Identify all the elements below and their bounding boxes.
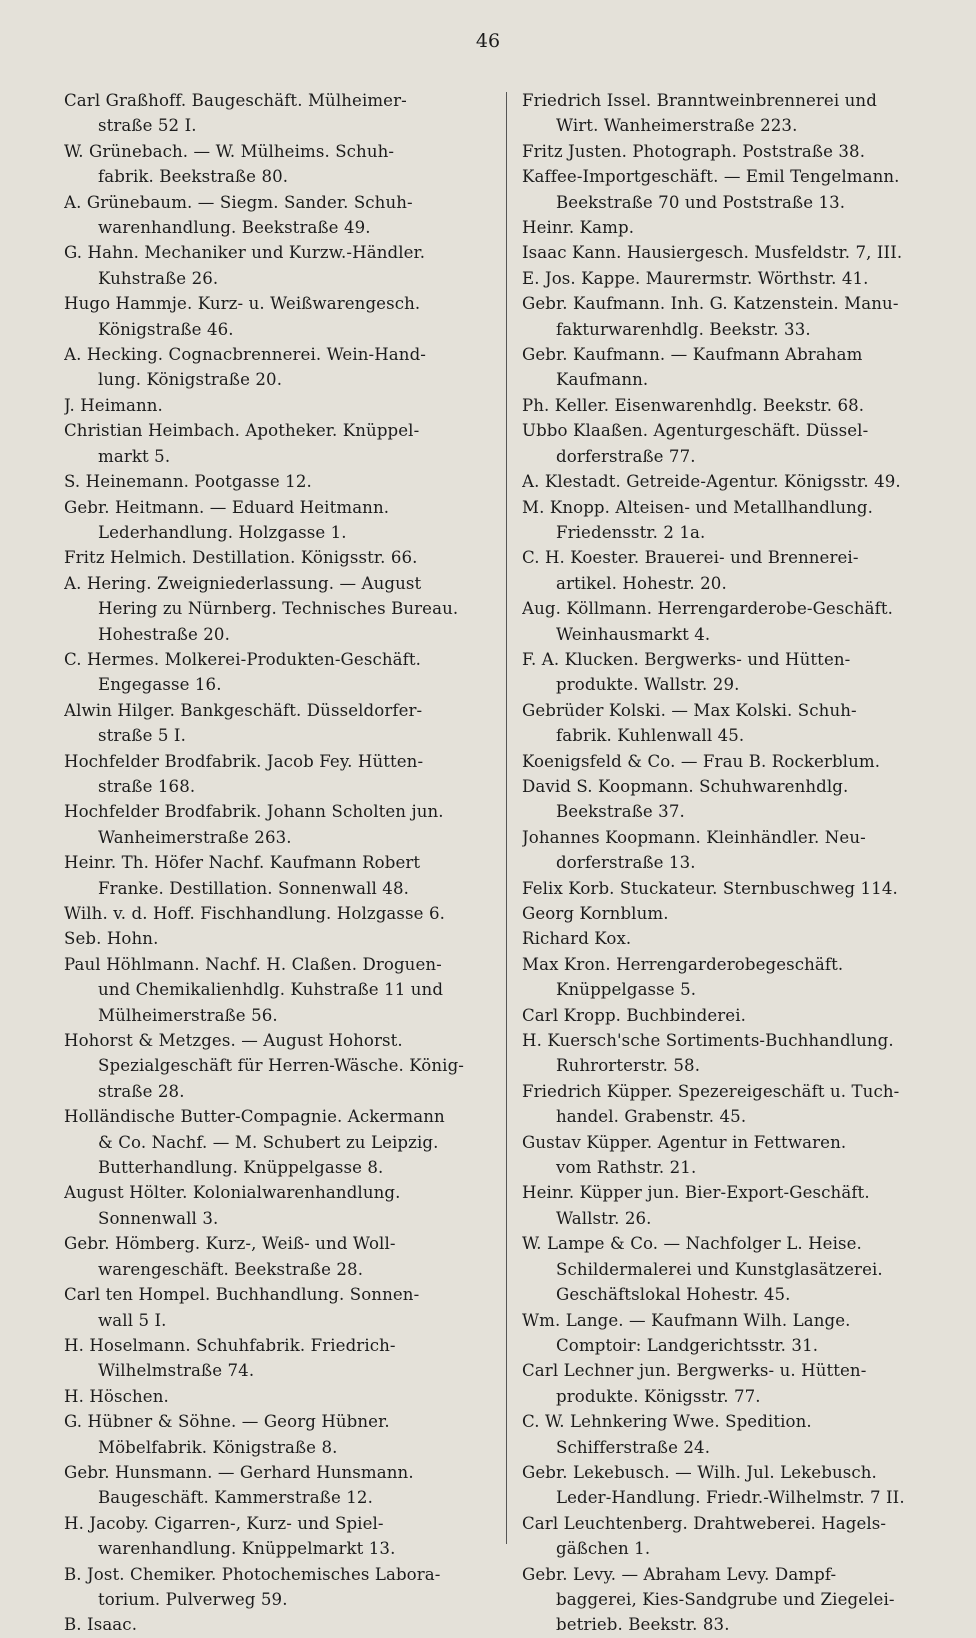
entry-line: H. Kuersch'sche Sortiments-Buchhandlung.: [522, 1031, 894, 1051]
directory-entry: [64, 749, 500, 800]
entry-line: C. W. Lehnkering Wwe. Spedition.: [522, 1412, 812, 1432]
entry-line: Paul Höhlmann. Nachf. H. Claßen. Droguen-: [64, 954, 442, 974]
entry-continuation-line: Butterhandlung. Knüppelgasse 8.: [98, 1158, 384, 1178]
entry-continuation-line: fakturwarenhdlg. Beekstr. 33.: [556, 319, 811, 339]
entry-line: Friedrich Issel. Branntweinbrennerei und: [522, 91, 877, 110]
directory-entry: [64, 1231, 500, 1282]
directory-entry: [64, 418, 500, 469]
directory-entry: [64, 799, 500, 850]
entry-line: Gustav Küpper. Agentur in Fettwaren.: [522, 1132, 847, 1152]
directory-entry: [64, 1282, 500, 1333]
directory-entry: [64, 1333, 500, 1384]
directory-entry: [522, 952, 962, 1003]
entry-line: David S. Koopmann. Schuhwarenhdlg.: [522, 776, 849, 796]
entry-line: Fritz Helmich. Destillation. Königsstr. 66.: [64, 548, 418, 568]
entry-continuation-line: Spezialgeschäft für Herren-Wäsche. König-: [98, 1056, 465, 1076]
directory-entry: [64, 647, 500, 698]
entry-line: Carl Kropp. Buchbinderei.: [522, 1005, 746, 1025]
entry-line: J. Heimann.: [64, 395, 163, 415]
entry-line: F. A. Klucken. Bergwerks- und Hütten-: [522, 649, 851, 669]
entry-line: Alwin Hilger. Bankgeschäft. Düsseldorfer-: [64, 700, 423, 720]
entry-continuation-line: Comptoir: Landgerichtsstr. 31.: [556, 1335, 819, 1355]
entry-line: B. Isaac.: [64, 1615, 138, 1635]
entry-line: Holländische Butter-Compagnie. Ackermann: [64, 1107, 445, 1127]
entry-continuation-line: Beekstraße 70 und Poststraße 13.: [556, 192, 846, 212]
entry-line: Kaffee-Importgeschäft. — Emil Tengelmann.: [522, 167, 900, 187]
directory-entry: [522, 876, 962, 901]
entry-line: Gebr. Kaufmann. — Kaufmann Abraham: [522, 345, 863, 365]
entry-continuation-line: Hohestraße 20.: [98, 624, 230, 644]
entry-continuation-line: straße 168.: [98, 776, 196, 796]
directory-entry: [522, 1409, 962, 1460]
entry-line: Wm. Lange. — Kaufmann Wilh. Lange.: [522, 1310, 851, 1330]
entry-continuation-line: Knüppelgasse 5.: [556, 980, 697, 1000]
entry-continuation-line: warenhandlung. Beekstraße 49.: [98, 218, 371, 238]
page-number: 46: [475, 30, 501, 52]
entry-continuation-line: Hering zu Nürnberg. Technisches Bureau.: [98, 599, 459, 619]
entry-continuation-line: handel. Grabenstr. 45.: [556, 1107, 747, 1127]
directory-entry: [64, 88, 500, 139]
directory-entry: [522, 495, 962, 546]
directory-entry: [64, 240, 500, 291]
left-column: [64, 88, 500, 1638]
entry-continuation-line: Mülheimerstraße 56.: [98, 1005, 278, 1025]
entry-line: Ubbo Klaaßen. Agenturgeschäft. Düssel-: [522, 421, 869, 441]
directory-entry: [64, 571, 500, 647]
entry-line: B. Jost. Chemiker. Photochemisches Labora-: [64, 1564, 441, 1584]
directory-entry: [64, 1409, 500, 1460]
entry-line: W. Grünebach. — W. Mülheims. Schuh-: [64, 141, 395, 161]
directory-entry: [64, 469, 500, 494]
entry-continuation-line: vom Rathstr. 21.: [556, 1158, 697, 1178]
entry-line: Friedrich Küpper. Spezereigeschäft u. Tuch-: [522, 1081, 900, 1101]
entry-continuation-line: torium. Pulverweg 59.: [98, 1589, 288, 1609]
directory-entry: [522, 1079, 962, 1130]
directory-entry: [64, 952, 500, 1028]
directory-entry: [64, 545, 500, 570]
directory-entry: [64, 850, 500, 901]
entry-continuation-line: & Co. Nachf. — M. Schubert zu Leipzig.: [98, 1132, 439, 1152]
entry-line: Heinr. Kamp.: [522, 218, 635, 238]
directory-entry: [522, 1130, 962, 1181]
entry-continuation-line: und Chemikalienhdlg. Kuhstraße 11 und: [98, 980, 444, 1000]
entry-continuation-line: Schifferstraße 24.: [556, 1437, 711, 1457]
entry-line: Hugo Hammje. Kurz- u. Weißwarengesch.: [64, 294, 421, 314]
directory-entry: [64, 139, 500, 190]
directory-entry: [522, 342, 962, 393]
entry-line: H. Höschen.: [64, 1386, 169, 1406]
directory-entry: [522, 901, 962, 926]
directory-entry: [522, 1231, 962, 1307]
entry-line: A. Hering. Zweigniederlassung. — August: [64, 573, 422, 593]
entry-line: E. Jos. Kappe. Maurermstr. Wörthstr. 41.: [522, 268, 869, 288]
entry-line: H. Jacoby. Cigarren-, Kurz- und Spiel-: [64, 1513, 384, 1533]
directory-entry: [64, 495, 500, 546]
entry-line: Richard Kox.: [522, 929, 632, 949]
entry-continuation-line: Leder-Handlung. Friedr.-Wilhelmstr. 7 II.: [556, 1488, 905, 1508]
entry-continuation-line: Wilhelmstraße 74.: [98, 1361, 255, 1381]
entry-line: Ph. Keller. Eisenwarenhdlg. Beekstr. 68.: [522, 395, 865, 415]
entry-line: Max Kron. Herrengarderobegeschäft.: [522, 954, 844, 974]
entry-line: A. Grünebaum. — Siegm. Sander. Schuh-: [64, 192, 413, 212]
directory-entry: [522, 1308, 962, 1359]
entry-line: Felix Korb. Stuckateur. Sternbuschweg 114.: [522, 878, 898, 898]
directory-entry: [64, 1612, 500, 1637]
entry-line: Gebr. Levy. — Abraham Levy. Dampf-: [522, 1564, 837, 1584]
directory-entry: [522, 139, 962, 164]
entry-line: Hochfelder Brodfabrik. Jacob Fey. Hütten-: [64, 751, 424, 771]
directory-entry: [522, 266, 962, 291]
entry-continuation-line: straße 28.: [98, 1081, 185, 1101]
entry-continuation-line: artikel. Hohestr. 20.: [556, 573, 727, 593]
entry-continuation-line: markt 5.: [98, 446, 171, 466]
entry-line: Hochfelder Brodfabrik. Johann Scholten jun.: [64, 802, 444, 822]
entry-line: Seb. Hohn.: [64, 929, 159, 949]
directory-entry: [64, 1180, 500, 1231]
entry-continuation-line: Geschäftslokal Hohestr. 45.: [556, 1285, 791, 1305]
column-divider: [506, 92, 507, 1544]
entry-continuation-line: produkte. Wallstr. 29.: [556, 675, 740, 695]
entry-continuation-line: warengeschäft. Beekstraße 28.: [98, 1259, 364, 1279]
entry-line: Carl ten Hompel. Buchhandlung. Sonnen-: [64, 1285, 420, 1305]
directory-entry: [522, 1562, 962, 1638]
directory-entry: [522, 1180, 962, 1231]
entry-continuation-line: dorferstraße 13.: [556, 853, 696, 873]
entry-line: Johannes Koopmann. Kleinhändler. Neu-: [522, 827, 866, 847]
entry-line: C. Hermes. Molkerei-Produkten-Geschäft.: [64, 649, 422, 669]
directory-entry: [64, 698, 500, 749]
entry-continuation-line: Ruhrorterstr. 58.: [556, 1056, 701, 1076]
entry-line: G. Hübner & Söhne. — Georg Hübner.: [64, 1412, 390, 1432]
entry-continuation-line: wall 5 I.: [98, 1310, 167, 1330]
directory-entry: [64, 901, 500, 926]
directory-entry: [64, 1028, 500, 1104]
directory-entry: [522, 240, 962, 265]
entry-line: Aug. Köllmann. Herrengarderobe-Geschäft.: [522, 599, 894, 619]
directory-entry: [64, 1460, 500, 1511]
entry-continuation-line: Baugeschäft. Kammerstraße 12.: [98, 1488, 373, 1508]
entry-line: Gebr. Heitmann. — Eduard Heitmann.: [64, 497, 390, 517]
directory-entry: [64, 1511, 500, 1562]
entry-continuation-line: straße 52 I.: [98, 116, 197, 136]
entry-continuation-line: Engegasse 16.: [98, 675, 222, 695]
entry-line: Hohorst & Metzges. — August Hohorst.: [64, 1031, 403, 1051]
entry-line: G. Hahn. Mechaniker und Kurzw.-Händler.: [64, 243, 426, 263]
entry-line: Gebr. Hömberg. Kurz-, Weiß- und Woll-: [64, 1234, 396, 1254]
entry-line: Christian Heimbach. Apotheker. Knüppel-: [64, 421, 420, 441]
directory-entry: [522, 1028, 962, 1079]
entry-continuation-line: warenhandlung. Knüppelmarkt 13.: [98, 1539, 396, 1559]
entry-line: S. Heinemann. Pootgasse 12.: [64, 472, 312, 492]
entry-continuation-line: produkte. Königsstr. 77.: [556, 1386, 761, 1406]
directory-entry: [522, 1003, 962, 1028]
entry-line: Carl Graßhoff. Baugeschäft. Mülheimer-: [64, 91, 407, 110]
entry-line: Gebr. Lekebusch. — Wilh. Jul. Lekebusch.: [522, 1462, 877, 1482]
entry-continuation-line: Kuhstraße 26.: [98, 268, 219, 288]
entry-line: H. Hoselmann. Schuhfabrik. Friedrich-: [64, 1335, 396, 1355]
entry-line: Isaac Kann. Hausiergesch. Musfeldstr. 7, III.: [522, 243, 903, 263]
directory-entry: [64, 926, 500, 951]
directory-entry: [64, 1562, 500, 1613]
entry-continuation-line: Wallstr. 26.: [556, 1208, 652, 1228]
entry-line: August Hölter. Kolonialwarenhandlung.: [64, 1183, 401, 1203]
directory-entry: [522, 774, 962, 825]
entry-line: Heinr. Küpper jun. Bier-Export-Geschäft.: [522, 1183, 870, 1203]
directory-entry: [64, 291, 500, 342]
entry-line: Gebr. Kaufmann. Inh. G. Katzenstein. Manu-: [522, 294, 899, 314]
entry-continuation-line: straße 5 I.: [98, 726, 186, 746]
directory-entry: [522, 1358, 962, 1409]
directory-entry: [522, 596, 962, 647]
entry-continuation-line: Wirt. Wanheimerstraße 223.: [556, 116, 798, 136]
entry-line: Georg Kornblum.: [522, 904, 669, 923]
entry-line: A. Klestadt. Getreide-Agentur. Königsstr. 49.: [522, 472, 901, 492]
entry-continuation-line: Schildermalerei und Kunstglasätzerei.: [556, 1259, 883, 1279]
entry-line: Koenigsfeld & Co. — Frau B. Rockerblum.: [522, 751, 881, 771]
entry-line: Gebr. Hunsmann. — Gerhard Hunsmann.: [64, 1462, 414, 1482]
directory-entry: [522, 469, 962, 494]
entry-line: Carl Leuchtenberg. Drahtweberei. Hagels-: [522, 1513, 887, 1533]
entry-continuation-line: Friedensstr. 2 1a.: [556, 522, 706, 542]
directory-entry: [522, 1460, 962, 1511]
entry-line: Heinr. Th. Höfer Nachf. Kaufmann Robert: [64, 853, 421, 873]
directory-entry: [64, 1104, 500, 1180]
directory-entry: [522, 164, 962, 215]
entry-line: Fritz Justen. Photograph. Poststraße 38.: [522, 141, 866, 161]
directory-entry: [522, 418, 962, 469]
entry-line: A. Hecking. Cognacbrennerei. Wein-Hand-: [64, 345, 427, 365]
directory-entry: [64, 1384, 500, 1409]
entry-continuation-line: Lederhandlung. Holzgasse 1.: [98, 522, 347, 542]
directory-entry: [522, 393, 962, 418]
entry-continuation-line: betrieb. Beekstr. 83.: [556, 1615, 730, 1635]
directory-entry: [522, 926, 962, 951]
entry-continuation-line: baggerei, Kies-Sandgrube und Ziegelei-: [556, 1589, 895, 1609]
entry-line: Gebrüder Kolski. — Max Kolski. Schuh-: [522, 700, 857, 720]
directory-entry: [522, 825, 962, 876]
entry-line: Carl Lechner jun. Bergwerks- u. Hütten-: [522, 1361, 867, 1381]
directory-entry: [522, 88, 962, 139]
right-column: [522, 88, 962, 1638]
entry-continuation-line: Königstraße 46.: [98, 319, 234, 339]
entry-continuation-line: Kaufmann.: [556, 370, 649, 390]
directory-entry: [522, 698, 962, 749]
entry-continuation-line: Sonnenwall 3.: [98, 1208, 219, 1228]
directory-entry: [522, 1511, 962, 1562]
directory-entry: [64, 342, 500, 393]
directory-entry: [64, 393, 500, 418]
entry-continuation-line: Möbelfabrik. Königstraße 8.: [98, 1437, 338, 1457]
entry-continuation-line: fabrik. Kuhlenwall 45.: [556, 726, 745, 746]
entry-continuation-line: Wanheimerstraße 263.: [98, 827, 292, 847]
entry-line: C. H. Koester. Brauerei- und Brennerei-: [522, 548, 859, 568]
entry-continuation-line: Weinhausmarkt 4.: [556, 624, 711, 644]
entry-continuation-line: fabrik. Beekstraße 80.: [98, 167, 289, 187]
entry-continuation-line: dorferstraße 77.: [556, 446, 696, 466]
directory-entry: [522, 749, 962, 774]
entry-continuation-line: Franke. Destillation. Sonnenwall 48.: [98, 878, 409, 898]
directory-entry: [522, 215, 962, 240]
directory-entry: [522, 647, 962, 698]
entry-line: Wilh. v. d. Hoff. Fischhandlung. Holzgasse 6.: [64, 904, 445, 923]
entry-continuation-line: gäßchen 1.: [556, 1539, 651, 1559]
directory-entry: [522, 291, 962, 342]
entry-continuation-line: Beekstraße 37.: [556, 802, 685, 822]
entry-line: M. Knopp. Alteisen- und Metallhandlung.: [522, 497, 874, 517]
entry-line: W. Lampe & Co. — Nachfolger L. Heise.: [522, 1234, 862, 1254]
directory-entry: [64, 190, 500, 241]
entry-continuation-line: lung. Königstraße 20.: [98, 370, 283, 390]
directory-entry: [522, 545, 962, 596]
